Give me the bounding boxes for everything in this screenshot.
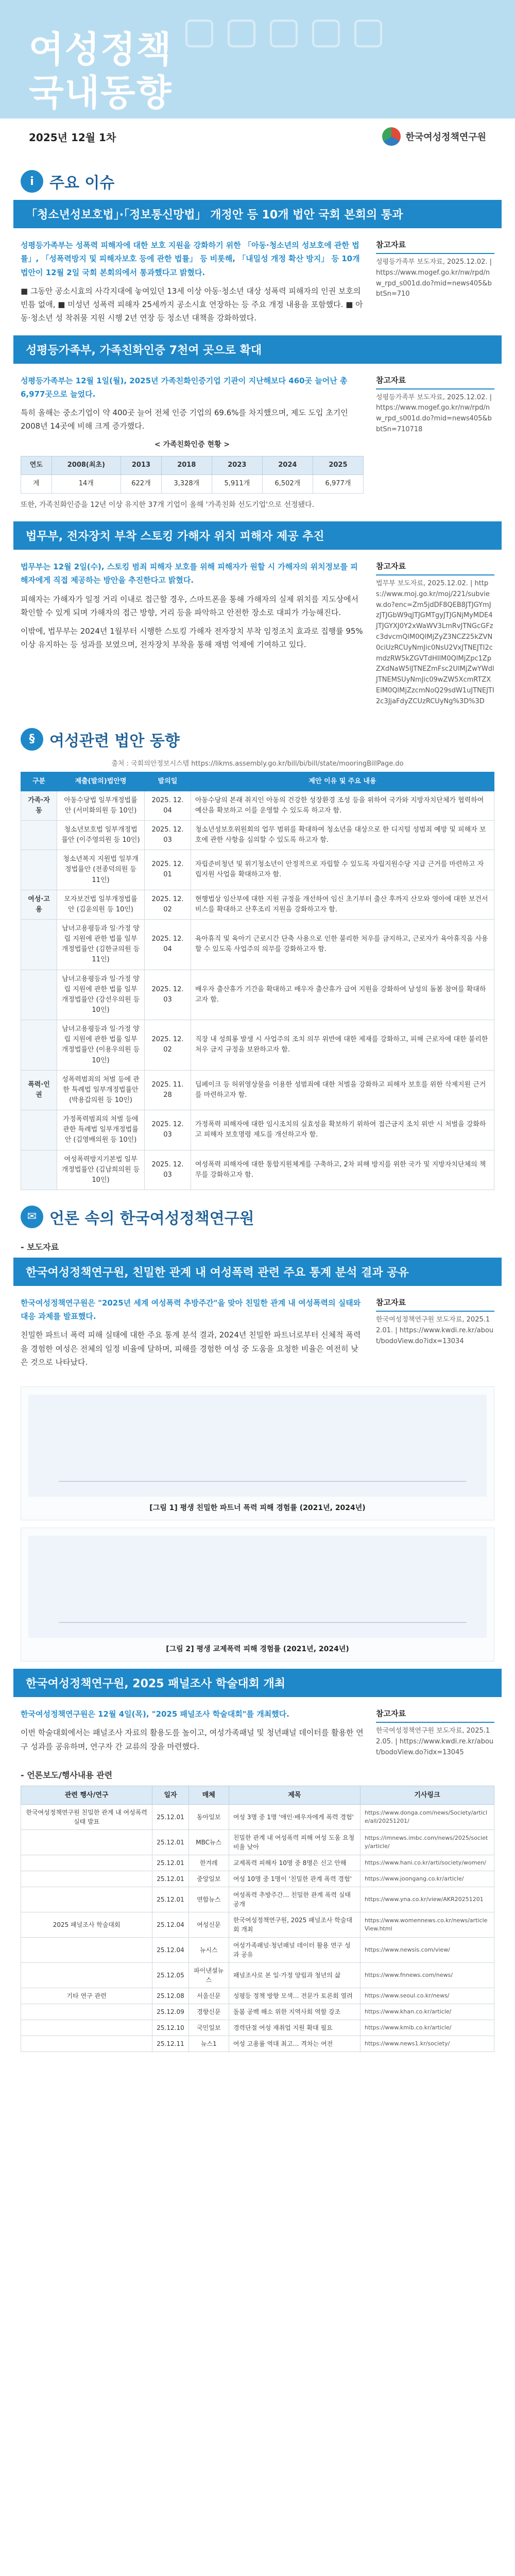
- table-header-cell: 제안 이유 및 주요 내용: [191, 772, 494, 791]
- press-date: 25.12.01: [152, 1855, 188, 1871]
- bill-category: 여성·고용: [21, 890, 57, 919]
- bill-description: 가정폭력 피해자에 대한 임시조치의 실효성을 확보하기 위하여 접근금지 조치 위반 시 처벌을 강화하고 피해자 보호명령 제도를 개선하고자 함.: [191, 1110, 494, 1150]
- bill-description: 딥페이크 등 허위영상물을 이용한 성범죄에 대한 처벌을 강화하고 피해자 보호를 위한 삭제지원 근거를 마련하고자 함.: [191, 1070, 494, 1110]
- bill-description: 직장 내 성희롱 발생 시 사업주의 조치 의무 위반에 대한 제재를 강화하고, 피해 근로자에 대한 불리한 처우 금지 규정을 보완하고자 함.: [191, 1020, 494, 1071]
- deco-icon: [185, 20, 213, 47]
- section-heading-press: [0, 1190, 515, 1235]
- news-title-bar: 한국여성정책연구원, 2025 패널조사 학술대회 개최: [13, 1669, 502, 1697]
- table-header-cell: 2025: [313, 456, 363, 475]
- reference-title: 참고자료: [376, 239, 494, 254]
- table-header-cell: 2008(최초): [52, 456, 121, 475]
- news-paragraph: 성평등가족부는 성폭력 피해자에 대한 보호 지원을 강화하기 위한 「아동·청소년의 성보호에 관한 법률」, 「성폭력방지 및 피해자보호 등에 관한 법률」 등 비롯해, 「내밀성 개정 확산 방지」 등 10개 법안이 12월 2일 국회 본회의에서 통과했다고 밝혔다.: [21, 241, 360, 277]
- table-header-cell: 2013: [121, 456, 162, 475]
- press-title: 여성 10명 중 1명이 '친밀한 관계 폭력 경험': [229, 1871, 360, 1887]
- press-link[interactable]: https://www.hani.co.kr/arti/society/women/: [360, 1855, 494, 1871]
- table-cell: 622개: [121, 474, 162, 493]
- bill-category: [21, 970, 57, 1020]
- press-title: 성평등 정책 방향 모색… 전문가 토론회 열려: [229, 1988, 360, 2004]
- bill-description: 여성폭력 피해자에 대한 통합지원체계를 구축하고, 2차 피해 방지를 위한 국가 및 지방자치단체의 책무를 강화하고자 함.: [191, 1150, 494, 1190]
- header-title-line1: 여성정책: [29, 28, 173, 71]
- press-media: 경향신문: [188, 2004, 229, 2020]
- news-paragraph: ■ 그동안 공소시효의 사각지대에 놓여있던 13세 이상 아동·청소년 대상 성폭력 피해자의 인권 보호의 빈틈 없애, ■ 미성년 성폭력 피해자 25세까지 공소시효 연장하는 등 주요 개정 내용을 포함했다. ■ 아동·청소년 성 착취물 지원 시행 2년 연장 등 청소년 대책을 강화하였다.: [21, 286, 363, 323]
- bill-name: 성폭력범죄의 처벌 등에 관한 특례법 일부개정법률안 (박용갑의원 등 10인): [57, 1070, 145, 1110]
- table-header-cell: 연도: [21, 456, 52, 475]
- table-header-cell: 제목: [229, 1786, 360, 1805]
- press-date: 25.12.04: [152, 1938, 188, 1963]
- press-media: MBC뉴스: [188, 1830, 229, 1855]
- reference-link[interactable]: 법무부 보도자료, 2025.12.02. | https://www.moj.go.kr/moj/221/subview.do?enc=Zm5jdDF8QEB8JTJGYmJzJTJGbW9qJTJGMTgyJTJGNjMyMDE4JTJGYXJ0Y2xWaWV3LmRvJTNGcGFzc3dvcmQlM0QlMjZyZ3NCZ25kZVN0ciUzRCUyNmJic0NsU2VxJTNEJTI2cmdzRW5kZGVTdHIlM0QlMjZpc1ZpZXdNaW5lJTNEZmFsc2UlMjZwYWdlJTNEMSUyNmJic09wZW5XcmRTZXElM0QlMjZzcmNoQ29sdW1uJTNEJTI2c3JjaFdyZCUzRCUyNg%3D%3D: [376, 580, 494, 705]
- table-row: [21, 970, 494, 1020]
- certification-table: [21, 456, 364, 494]
- bill-description: 육아휴직 및 육아기 근로시간 단축 사용으로 인한 불리한 처우를 금지하고, 근로자가 육아휴직을 사용할 수 있도록 사업주의 의무를 강화하고자 함.: [191, 919, 494, 970]
- deco-icon: [270, 20, 298, 47]
- bill-name: 청소년복지 지원법 일부개정법률안 (전종덕의원 등 11인): [57, 850, 145, 890]
- news-paragraph: 성평등가족부는 12월 1일(월), 2025년 가족친화인증기업 기관이 지난해보다 460곳 늘어난 총 6,977곳으로 늘었다.: [21, 376, 348, 399]
- news-paragraph: 피해자는 가해자가 일정 거리 이내로 접근할 경우, 스마트폰을 통해 가해자의 실제 위치를 지도상에서 확인할 수 있게 되며 가해자의 접근 방향, 거리 등을 파악하고 안전한 장소로 대피가 가능해진다.: [21, 594, 359, 617]
- table-header-cell: 2018: [161, 456, 212, 475]
- table-row: [21, 820, 494, 850]
- reference-box: [376, 1296, 494, 1374]
- bill-category: 폭력·인권: [21, 1070, 57, 1110]
- table-row: [21, 850, 494, 890]
- press-date: 25.12.09: [152, 2004, 188, 2020]
- section-heading-issues: [0, 155, 515, 200]
- table-row: [21, 1963, 494, 1988]
- news-paragraph: 이번 학술대회에서는 패널조사 자료의 활용도를 높이고, 여성가족패널 및 청년패널 데이터를 활용한 연구 성과를 공유하며, 연구자 간 교류의 장을 마련했다.: [21, 1728, 364, 1751]
- bill-description: 자립준비청년 및 위기청소년이 안정적으로 자립할 수 있도록 자립지원수당 지급 근거를 마련하고 자립지원 사업을 확대하고자 함.: [191, 850, 494, 890]
- megaphone-icon: ✉: [21, 1206, 43, 1228]
- bill-date: 2025. 12. 02: [145, 890, 191, 919]
- news-body: [0, 364, 515, 522]
- table-cell: 계: [21, 474, 52, 493]
- table-header-cell: 매체: [188, 1786, 229, 1805]
- table-row: [21, 2020, 494, 2036]
- news-content: [21, 374, 364, 517]
- reference-box: [376, 560, 494, 707]
- reference-link[interactable]: 한국여성정책연구원 보도자료, 2025.12.01. | https://www.kwdi.re.kr/about/bodoView.do?idx=13034: [376, 1315, 494, 1345]
- issue-bar: [0, 118, 515, 155]
- section-heading-bills: [0, 713, 515, 758]
- table-row: [21, 1988, 494, 2004]
- bill-date: 2025. 12. 03: [145, 970, 191, 1020]
- press-media: 중앙일보: [188, 1871, 229, 1887]
- press-link[interactable]: https://www.news1.kr/society/: [360, 2036, 494, 2052]
- press-title: 여성가족패널·청년패널 데이터 활용 연구 성과 공유: [229, 1938, 360, 1963]
- bill-description: 현행법상 임산부에 대한 지원 규정을 개선하여 임신 초기부터 출산 후까지 산모와 영아에 대한 보건서비스를 확대하고 산후조리 지원을 강화하고자 함.: [191, 890, 494, 919]
- table-cell: 3,328개: [161, 474, 212, 493]
- press-date: 25.12.08: [152, 1988, 188, 2004]
- press-date: 25.12.01: [152, 1887, 188, 1912]
- table-row: [21, 1070, 494, 1110]
- table-row: [21, 1887, 494, 1912]
- news-body: [0, 1286, 515, 1379]
- table-row: [21, 1912, 494, 1938]
- press-topic: [21, 1887, 152, 1912]
- bill-category: [21, 919, 57, 970]
- table-header-cell: 제출(발의)법안명: [57, 772, 145, 791]
- press-link[interactable]: https://www.yna.co.kr/view/AKR20251201: [360, 1887, 494, 1912]
- news-paragraph: 한국여성정책연구원은 "2025년 세계 여성폭력 추방주간"을 맞아 친밀한 관계 내 여성폭력의 실태와 대응 과제를 발표했다.: [21, 1298, 361, 1321]
- reference-title: 참고자료: [376, 1296, 494, 1312]
- table-row: [21, 1110, 494, 1150]
- press-title: 돌봄 공백 해소 위한 지역사회 역할 강조: [229, 2004, 360, 2020]
- press-topic: [21, 1855, 152, 1871]
- bill-name: 여성폭력방지기본법 일부개정법률안 (김남희의원 등 10인): [57, 1150, 145, 1190]
- org-name: 한국여성정책연구원: [405, 132, 486, 143]
- news-paragraph: 법무부는 12월 2일(수), 스토킹 범죄 피해자 보호를 위해 피해자가 원할 시 가해자의 위치정보를 피해자에게 직접 제공하는 방안을 추진한다고 밝혔다.: [21, 562, 358, 585]
- chart-2-placeholder: [28, 1535, 487, 1638]
- news-body: [0, 228, 515, 335]
- table-row: [21, 1871, 494, 1887]
- press-date: 25.12.04: [152, 1912, 188, 1938]
- chart-box-2: [21, 1528, 494, 1662]
- news-content: [21, 239, 364, 330]
- press-table: [21, 1786, 494, 2053]
- press-media: 파이낸셜뉴스: [188, 1963, 229, 1988]
- table-row: [21, 791, 494, 820]
- table-cell: 5,911개: [212, 474, 262, 493]
- table-header-cell: 발의일: [145, 772, 191, 791]
- bill-name: 남녀고용평등과 일·가정 양립 지원에 관한 법률 일부개정법률안 (김한규의원 등 11인): [57, 919, 145, 970]
- reference-box: [376, 1707, 494, 1758]
- bill-name: 남녀고용평등과 일·가정 양립 지원에 관한 법률 일부개정법률안 (이용우의원 등 10인): [57, 1020, 145, 1071]
- press-link[interactable]: https://www.donga.com/news/Society/article/all/20251201/: [360, 1805, 494, 1830]
- press-link[interactable]: https://www.womennews.co.kr/news/articleView.html: [360, 1912, 494, 1938]
- table-row: [21, 1150, 494, 1190]
- press-link[interactable]: https://www.kmib.co.kr/article/: [360, 2020, 494, 2036]
- table-header-cell: 관련 행사/연구: [21, 1786, 152, 1805]
- table-row: [21, 1938, 494, 1963]
- bill-description: 청소년성보호위원회의 업무 범위를 확대하여 청소년을 대상으로 한 디지털 성범죄 예방 및 피해자 보호에 관한 사항을 심의할 수 있도록 하고자 함.: [191, 820, 494, 850]
- press-media: 뉴시스: [188, 1938, 229, 1963]
- news-content: [21, 1707, 364, 1758]
- bill-date: 2025. 12. 04: [145, 919, 191, 970]
- news-body: [0, 550, 515, 713]
- bill-category: [21, 1020, 57, 1071]
- table-row: [21, 1020, 494, 1071]
- table-header-cell: 기사링크: [360, 1786, 494, 1805]
- reference-box: [376, 239, 494, 330]
- press-date: 25.12.01: [152, 1871, 188, 1887]
- bill-name: 가정폭력범죄의 처벌 등에 관한 특례법 일부개정법률안 (김영배의원 등 10인): [57, 1110, 145, 1150]
- reference-title: 참고자료: [376, 1707, 494, 1723]
- reference-link[interactable]: 성평등가족부 보도자료, 2025.12.02. | https://www.mogef.go.kr/nw/rpd/nw_rpd_s001d.do?mid=news405&bbtSn=710718: [376, 393, 492, 433]
- table-row: [21, 2004, 494, 2020]
- sub-label: - 언론보도/행사내용 관련: [21, 1770, 113, 1780]
- press-topic: [21, 1871, 152, 1887]
- news-paragraph: 특히 올해는 중소기업이 약 400곳 늘어 전체 인증 기업의 69.6%를 차지했으며, 제도 도입 초기인 2008년 14곳에 비해 크게 증가했다.: [21, 408, 348, 431]
- table-row: [21, 1805, 494, 1830]
- bill-description: 배우자 출산휴가 기간을 확대하고 배우자 출산휴가 급여 지원을 강화하여 남성의 돌봄 참여를 확대하고자 함.: [191, 970, 494, 1020]
- bill-date: 2025. 12. 02: [145, 1020, 191, 1071]
- press-title: 한국여성정책연구원, 2025 패널조사 학술대회 개최: [229, 1912, 360, 1938]
- bill-category: [21, 850, 57, 890]
- table-header-cell: 2024: [262, 456, 313, 475]
- news-content: [21, 1296, 364, 1374]
- reference-title: 참고자료: [376, 560, 494, 575]
- news-note: 또한, 가족친화인증을 12년 이상 유지한 37개 기업이 올해 '가족친화 선도기업'으로 선정됐다.: [21, 500, 315, 509]
- press-media: 서울신문: [188, 1988, 229, 2004]
- table-row: [21, 890, 494, 919]
- press-link[interactable]: https://www.khan.co.kr/article/: [360, 2004, 494, 2020]
- news-content: [21, 560, 364, 707]
- bill-date: 2025. 12. 01: [145, 850, 191, 890]
- press-link[interactable]: https://www.seoul.co.kr/news/: [360, 1988, 494, 2004]
- press-topic: 한국여성정책연구원 친밀한 관계 내 여성폭력 실태 발표: [21, 1805, 152, 1830]
- table-cell: 14개: [52, 474, 121, 493]
- press-link[interactable]: https://imnews.imbc.com/news/2025/society/article/: [360, 1830, 494, 1855]
- bill-name: 모자보건법 일부개정법률안 (김윤의원 등 10인): [57, 890, 145, 919]
- reference-link[interactable]: 성평등가족부 보도자료, 2025.12.02. | https://www.mogef.go.kr/nw/rpd/nw_rpd_s001d.do?mid=news405&bbtSn=710: [376, 258, 492, 298]
- press-title: 여성폭력 추방주간… 친밀한 관계 폭력 실태 공개: [229, 1887, 360, 1912]
- press-topic: [21, 2020, 152, 2036]
- table-row: [21, 1855, 494, 1871]
- press-date: 25.12.01: [152, 1805, 188, 1830]
- bill-date: 2025. 12. 04: [145, 791, 191, 820]
- deco-icon: [228, 20, 255, 47]
- reference-link[interactable]: 한국여성정책연구원 보도자료, 2025.12.05. | https://www.kwdi.re.kr/about/bodoView.do?idx=13045: [376, 1727, 494, 1756]
- info-icon: i: [21, 170, 43, 193]
- press-date: 25.12.05: [152, 1963, 188, 1988]
- table-row: [21, 1830, 494, 1855]
- table-row: [21, 919, 494, 970]
- press-media: 연합뉴스: [188, 1887, 229, 1912]
- news-title-bar: 성평등가족부, 가족친화인증 7천여 곳으로 확대: [13, 335, 502, 364]
- chart-caption: [그림 1] 평생 친밀한 파트너 폭력 피해 경험률 (2021년, 2024년): [149, 1504, 366, 1513]
- press-topic: 2025 패널조사 학술대회: [21, 1912, 152, 1938]
- news-body: [0, 1697, 515, 1764]
- issue-label: 2025년 12월 1차: [29, 131, 116, 144]
- reference-title: 참고자료: [376, 374, 494, 389]
- news-title-bar: 한국여성정책연구원, 친밀한 관계 내 여성폭력 관련 주요 통계 분석 결과 공유: [13, 1258, 502, 1286]
- chart-caption: [그림 2] 평생 교제폭력 피해 경험률 (2021년, 2024년): [166, 1645, 349, 1654]
- bill-category: 가족·자동: [21, 791, 57, 820]
- bill-category: [21, 820, 57, 850]
- press-topic: [21, 2036, 152, 2052]
- bill-name: 아동수당법 일부개정법률안 (서미화의원 등 10인): [57, 791, 145, 820]
- source-line: 출처 : 국회의안정보시스템 https://likms.assembly.go.kr/bill/bi/bill/state/mooringBillPage.do: [111, 759, 404, 768]
- gavel-icon: §: [21, 728, 43, 751]
- bill-date: 2025. 12. 03: [145, 820, 191, 850]
- press-media: 한겨레: [188, 1855, 229, 1871]
- org-logo-icon: [382, 127, 401, 146]
- press-media: 뉴스1: [188, 2036, 229, 2052]
- section-title: 주요 이슈: [49, 174, 115, 192]
- press-link[interactable]: https://www.newsis.com/view/: [360, 1938, 494, 1963]
- bill-date: 2025. 11. 28: [145, 1070, 191, 1110]
- press-title: 친밀한 관계 내 여성폭력 피해 여성 도움 요청 비율 낮아: [229, 1830, 360, 1855]
- deco-icon: [312, 20, 340, 47]
- bill-name: 청소년보호법 일부개정법률안 (이주영의원 등 10인): [57, 820, 145, 850]
- press-media: 동아일보: [188, 1805, 229, 1830]
- press-date: 25.12.10: [152, 2020, 188, 2036]
- news-paragraph: 친밀한 파트너 폭력 피해 실태에 대한 주요 통계 분석 결과, 2024년 친밀한 파트너로부터 신체적 폭력을 경험한 여성은 전체의 일정 비율에 달하며, 피해를 경험한 여성 중 도움을 요청한 비율은 여전히 낮은 것으로 나타났다.: [21, 1330, 361, 1367]
- news-paragraph: 한국여성정책연구원은 12월 4일(목), "2025 패널조사 학술대회"를 개최했다.: [21, 1709, 289, 1719]
- bill-category: [21, 1110, 57, 1150]
- bill-description: 아동수당의 본래 취지인 아동의 건강한 성장환경 조성 등을 위하여 국가와 지방자치단체가 협력하여 예산을 확보하고 이를 운영할 수 있도록 하고자 함.: [191, 791, 494, 820]
- press-title: 패널조사로 본 일·가정 양립과 청년의 삶: [229, 1963, 360, 1988]
- sub-label: - 보도자료: [21, 1242, 59, 1252]
- press-title: 여성 고용률 역대 최고… 격차는 여전: [229, 2036, 360, 2052]
- section-title: 여성관련 법안 동향: [49, 732, 180, 750]
- press-media: 여성신문: [188, 1912, 229, 1938]
- bill-date: 2025. 12. 03: [145, 1110, 191, 1150]
- header-title-line2: 국내동향: [29, 72, 173, 114]
- press-date: 25.12.11: [152, 2036, 188, 2052]
- table-header-cell: 구분: [21, 772, 57, 791]
- bill-date: 2025. 12. 03: [145, 1150, 191, 1190]
- table-cell: 6,502개: [262, 474, 313, 493]
- reference-box: [376, 374, 494, 517]
- chart-box-1: [21, 1386, 494, 1520]
- table-cell: 6,977개: [313, 474, 363, 493]
- chart-1-placeholder: [28, 1394, 487, 1497]
- section-title: 언론 속의 한국여성정책연구원: [49, 1209, 254, 1228]
- bill-table: [21, 772, 494, 1190]
- press-link[interactable]: https://www.fnnews.com/news/: [360, 1963, 494, 1988]
- bill-name: 남녀고용평등과 일·가정 양립 지원에 관한 법률 일부개정법률안 (강선우의원 등 10인): [57, 970, 145, 1020]
- press-topic: [21, 1963, 152, 1988]
- press-topic: 기타 연구 관련: [21, 1988, 152, 2004]
- press-title: 여성 3명 중 1명 '애인·배우자에게 폭력 경험': [229, 1805, 360, 1830]
- table-caption: < 가족친화인증 현황 >: [154, 440, 230, 449]
- header-banner: [0, 0, 515, 155]
- press-title: 경력단절 여성 재취업 지원 확대 필요: [229, 2020, 360, 2036]
- press-topic: [21, 1938, 152, 1963]
- table-row: [21, 2036, 494, 2052]
- news-title-bar: 「청소년성보호법」·「정보통신망법」 개정안 등 10개 법안 국회 본회의 통과: [13, 200, 502, 228]
- press-title: 교제폭력 피해자 10명 중 8명은 신고 안해: [229, 1855, 360, 1871]
- press-topic: [21, 1830, 152, 1855]
- press-link[interactable]: https://www.joongang.co.kr/article/: [360, 1871, 494, 1887]
- bill-category: [21, 1150, 57, 1190]
- header-decoration: [185, 20, 494, 66]
- table-header-cell: 2023: [212, 456, 262, 475]
- table-header-cell: 일자: [152, 1786, 188, 1805]
- press-topic: [21, 2004, 152, 2020]
- org-logo: [382, 127, 487, 146]
- news-title-bar: 법무부, 전자장치 부착 스토킹 가해자 위치 피해자 제공 추진: [13, 521, 502, 550]
- deco-icon: [354, 20, 382, 47]
- news-paragraph: 이밖에, 법무부는 2024년 1월부터 시행한 스토킹 가해자 전자장치 부착 임정조치 효과로 집행률 95% 이상 유지하는 등 성과를 보였으며, 전자장치 부착을 통해 재범 억제에 기여하고 있다.: [21, 626, 363, 650]
- press-media: 국민일보: [188, 2020, 229, 2036]
- press-date: 25.12.01: [152, 1830, 188, 1855]
